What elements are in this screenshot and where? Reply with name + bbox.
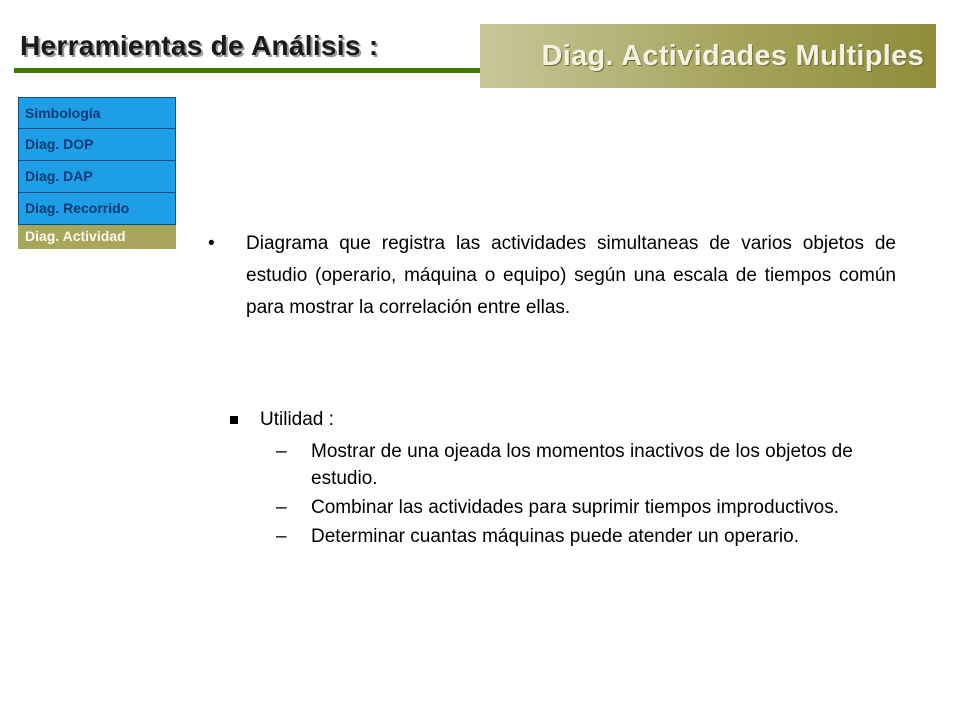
nav-item-diag-actividad[interactable]: Diag. Actividad: [18, 225, 176, 249]
section-title: Diag. Actividades Multiples: [541, 40, 924, 72]
list-item: [226, 438, 886, 492]
utilidad-label: Utilidad :: [260, 409, 334, 430]
dash-mark: –: [276, 497, 287, 518]
use-text: Combinar las actividades para suprimir tiempos improductivos.: [311, 497, 839, 518]
utilidad-heading: [226, 404, 886, 436]
main-content: [208, 228, 896, 324]
nav-item-diag-dap[interactable]: Diag. DAP: [18, 161, 176, 193]
page-title: Herramientas de Análisis :: [20, 30, 379, 61]
use-text: Mostrar de una ojeada los momentos inactivos de los objetos de estudio.: [311, 441, 853, 489]
list-item: [226, 494, 886, 521]
header-divider: [14, 68, 512, 73]
square-bullet-icon: [230, 416, 238, 424]
nav-item-diag-dop[interactable]: Diag. DOP: [18, 129, 176, 161]
list-item: [226, 523, 886, 550]
side-nav: [18, 97, 176, 249]
nav-item-simbologia[interactable]: Simbología: [18, 97, 176, 129]
nav-item-diag-recorrido[interactable]: Diag. Recorrido: [18, 193, 176, 225]
bullet-dot-icon: •: [208, 233, 215, 254]
section-title-box: [480, 24, 936, 88]
dash-mark: –: [276, 526, 287, 547]
dash-mark: –: [276, 441, 287, 462]
use-text: Determinar cuantas máquinas puede atender un operario.: [311, 526, 799, 547]
definition-text: Diagrama que registra las actividades simultaneas de varios objetos de estudio (operario, máquina o equipo) según una escala de tiempos común para mostrar la correlación entre ellas.: [246, 233, 896, 318]
utilidad-section: [226, 404, 886, 552]
uses-list: [226, 438, 886, 550]
definition-bullet: [208, 228, 896, 324]
